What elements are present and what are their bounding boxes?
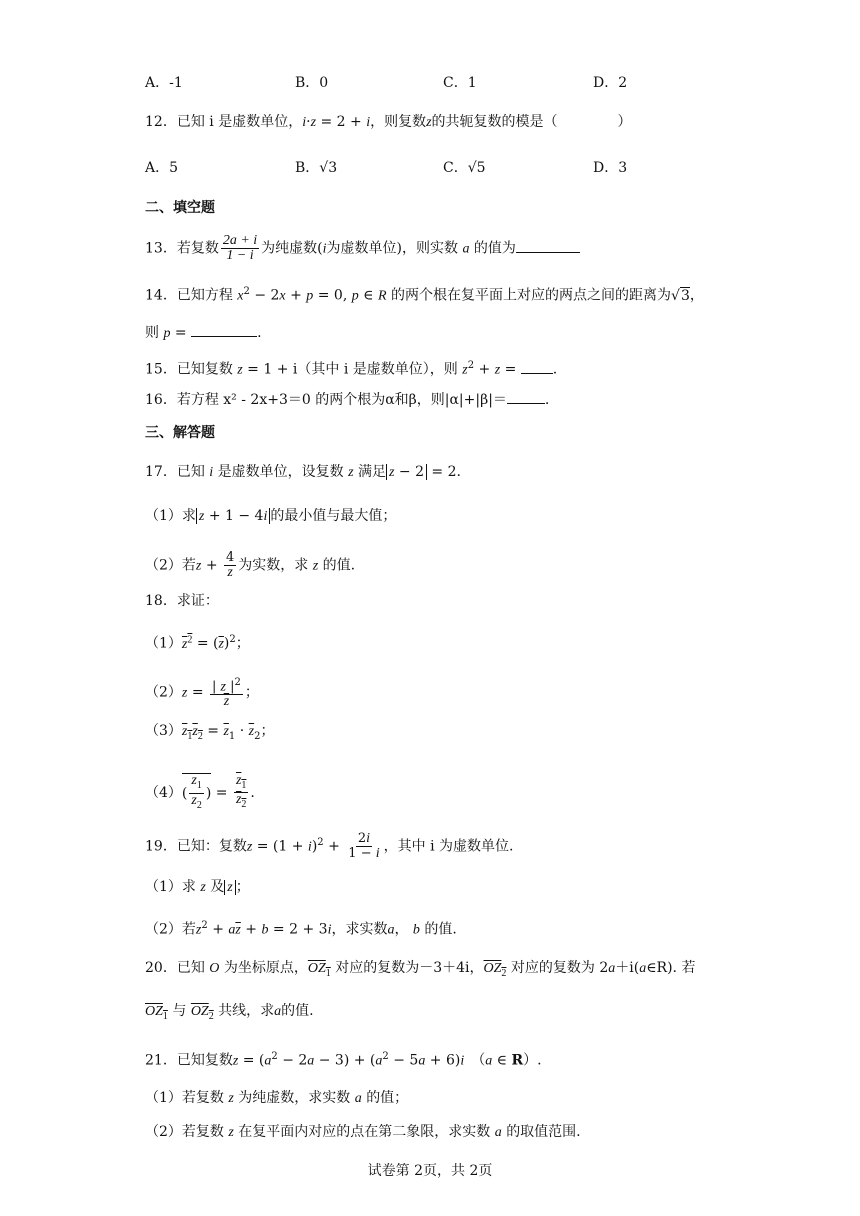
question-16: 16．若方程 x² - 2x+3＝0 的两个根为α和β，则|α|+|β|＝ .: [145, 389, 549, 410]
q12-option-d: D．3: [593, 160, 628, 176]
question-19: 19．已知：复数$z = (1 + i)^2$ + $\frac{2i}{1 - i}$ ，其中 i 为虚数单位.: [145, 831, 514, 861]
question-15: 15．已知复数 z = 1 + i（其中 i 是虚数单位），则 $z^2 + z$ = .: [145, 360, 558, 378]
question-21-part-2: （2）若复数 z 在复平面内对应的点在第二象限，求实数 a 的取值范围.: [145, 1124, 581, 1140]
question-21: 21．已知复数$z = (a^2 - 2a - 3) + (a^2 - 5a + 6)i$ （a ∈ R）.: [145, 1051, 542, 1069]
q15-answer-blank[interactable]: [521, 359, 553, 374]
question-18-part-4: （4）( $\frac{z_1}{z_2}$ ) = $\frac{z_1}{z_2}$ .: [145, 772, 255, 811]
q11-option-d: D．2: [593, 75, 628, 91]
question-14: 14．已知方程 $x^2 - 2x + p = 0$, p ∈ R 的两个根在复平面上对应的两点之间的距离为√3，: [145, 286, 704, 304]
question-20: 20．已知 O 为坐标原点，$OZ_1$ 对应的复数为－3＋4i，$OZ_2$ 对应的复数为 2a＋i(a∈R). 若: [145, 960, 696, 979]
section-solutions: 三、解答题: [145, 425, 215, 441]
q13-answer-blank[interactable]: [516, 238, 580, 253]
q14-answer-blank[interactable]: [191, 322, 257, 337]
question-12: 12．已知 i 是虚数单位，i·z = 2 + i，则复数z的共轭复数的模是（ ）: [145, 114, 632, 130]
question-20-cont: $OZ_1$ 与 $OZ_2$ 共线，求a的值.: [145, 1003, 314, 1022]
question-17-part-2: （2）若z + $\frac{4}{z}$ 为实数，求 z 的值.: [145, 550, 356, 580]
q11-option-c: C．1: [443, 75, 477, 91]
q11-option-b: B．0: [295, 75, 329, 91]
question-21-part-1: （1）若复数 z 为纯虚数，求实数 a 的值；: [145, 1090, 409, 1106]
question-19-part-1: （1）求 z 及 z ；: [145, 879, 250, 895]
question-17-part-1: （1）求 z + 1 − 4i 的最小值与最大值；: [145, 508, 397, 524]
q12-option-a: A．5: [145, 160, 179, 176]
question-17: 17．已知 i 是虚数单位，设复数 z 满足 z − 2 = 2.: [145, 464, 461, 480]
q12-option-c: C．√5: [443, 160, 486, 176]
q11-option-a: A．-1: [145, 75, 183, 91]
question-18-part-3: $(3)z_1z_2 = \overline{z}_1 \cdot \overline{z}_2$；: [145, 723, 275, 742]
q12-option-b: B．√3: [295, 160, 338, 176]
page-footer: 试卷第 2页，共 2页: [367, 1163, 493, 1179]
section-fill-in: 二、填空题: [145, 200, 215, 216]
question-18-part-2: （2）z = $\frac{| z |^2}{z}$ ；: [145, 677, 259, 710]
question-19-part-2: （2）若$z^2 + a\overline{z} + b = 2 + 3i$，求实数a， b 的值.: [145, 920, 457, 938]
question-18: 18．求证：: [145, 593, 219, 609]
question-13: 13．若复数 $\frac{2a + i}{1 - i}$ 为纯虚数(i为虚数单位)，则实数 a 的值为: [145, 234, 580, 263]
q16-answer-blank[interactable]: [507, 389, 545, 404]
question-14-cont: 则 p = .: [145, 322, 262, 344]
question-18-part-1: $(1)z^2 = (\overline{z})^2$；: [145, 634, 250, 652]
